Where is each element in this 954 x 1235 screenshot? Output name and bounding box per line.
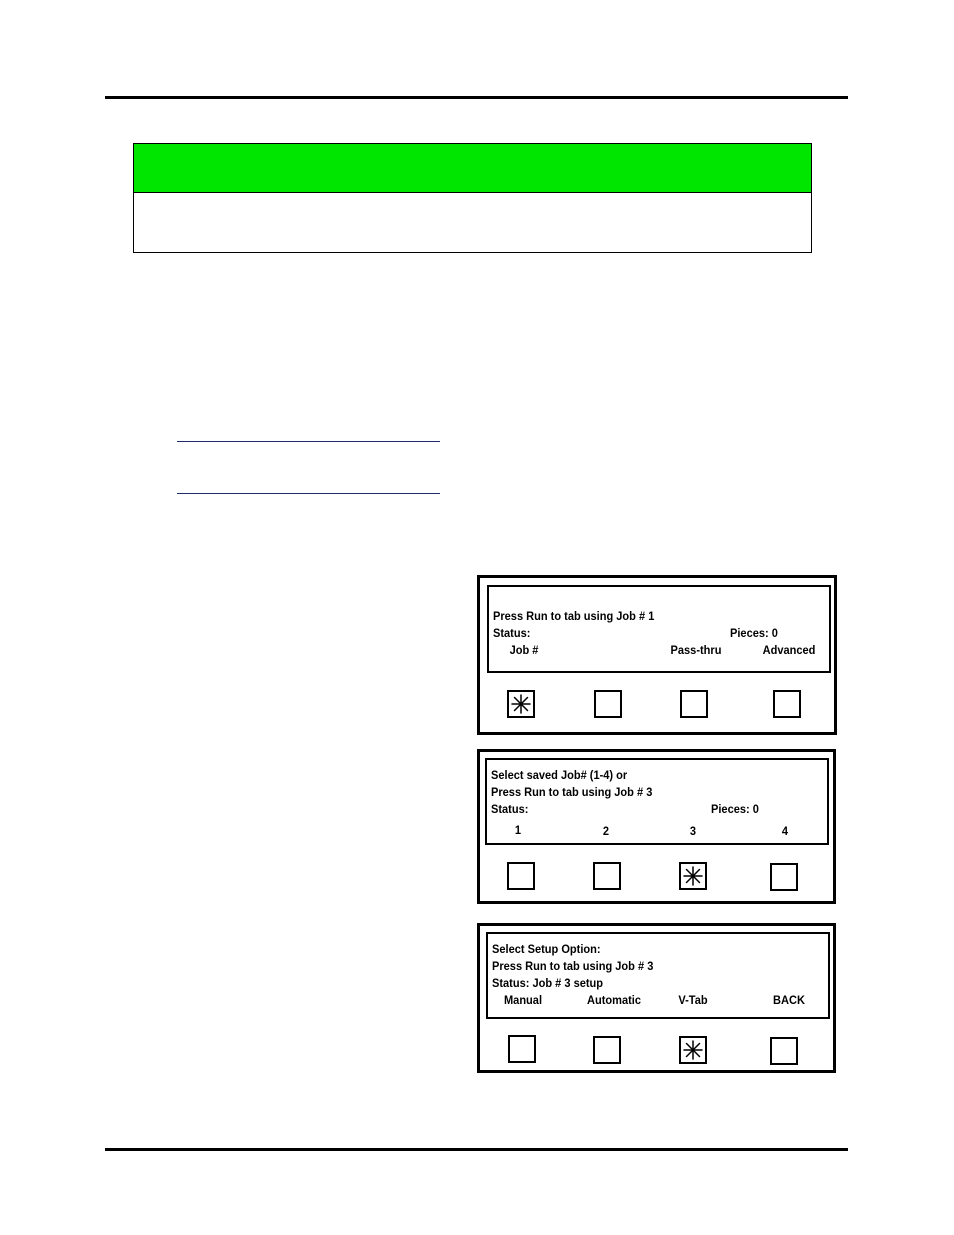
softkey-button-3[interactable] bbox=[679, 1036, 707, 1064]
screen-line-1: Select Setup Option: bbox=[492, 942, 601, 956]
footer-rule bbox=[105, 1148, 848, 1151]
control-panel-main bbox=[477, 575, 837, 735]
softkey-label-1: Manual bbox=[503, 993, 543, 1007]
pieces-count: Pieces: 0 bbox=[730, 626, 778, 640]
header-rule bbox=[105, 96, 848, 99]
softkey-label-4: BACK bbox=[773, 993, 805, 1007]
lcd-screen bbox=[485, 758, 829, 845]
pieces-count: Pieces: 0 bbox=[711, 802, 759, 816]
softkey-button-1[interactable] bbox=[508, 1035, 536, 1063]
softkey-button-4[interactable] bbox=[773, 690, 801, 718]
softkey-button-2[interactable] bbox=[593, 1036, 621, 1064]
softkey-label-2: 2 bbox=[602, 824, 610, 838]
softkey-label-4: 4 bbox=[781, 824, 789, 838]
status-label: Status: Job # 3 setup bbox=[492, 976, 604, 990]
link-underline-1[interactable] bbox=[177, 441, 440, 442]
asterisk-icon bbox=[511, 694, 531, 714]
control-panel-setup-option bbox=[477, 923, 836, 1073]
softkey-button-4[interactable] bbox=[770, 863, 798, 891]
softkey-button-2[interactable] bbox=[593, 862, 621, 890]
softkey-button-3[interactable] bbox=[679, 862, 707, 890]
status-label: Status: bbox=[491, 802, 529, 816]
screen-line-1: Select saved Job# (1-4) or bbox=[491, 768, 628, 782]
softkey-label-1: Job # bbox=[509, 643, 539, 657]
screen-line-2: Press Run to tab using Job # 3 bbox=[492, 959, 654, 973]
softkey-button-4[interactable] bbox=[770, 1037, 798, 1065]
softkey-label-3: V-Tab bbox=[678, 993, 708, 1007]
softkey-button-2[interactable] bbox=[594, 690, 622, 718]
lcd-screen bbox=[487, 585, 831, 673]
callout-box bbox=[133, 143, 812, 253]
softkey-label-3: 3 bbox=[689, 824, 697, 838]
screen-line-1: Press Run to tab using Job # 1 bbox=[493, 609, 655, 623]
softkey-button-1[interactable] bbox=[507, 862, 535, 890]
softkey-button-3[interactable] bbox=[680, 690, 708, 718]
screen-line-2: Press Run to tab using Job # 3 bbox=[491, 785, 653, 799]
callout-header-bar bbox=[134, 144, 811, 193]
link-underline-2[interactable] bbox=[177, 493, 440, 494]
control-panel-job-select bbox=[477, 749, 836, 904]
softkey-label-2: Automatic bbox=[587, 993, 641, 1007]
asterisk-icon bbox=[683, 1040, 703, 1060]
lcd-screen bbox=[486, 932, 830, 1019]
softkey-label-4: Advanced bbox=[762, 643, 816, 657]
status-label: Status: bbox=[493, 626, 531, 640]
softkey-button-1[interactable] bbox=[507, 690, 535, 718]
softkey-label-1: 1 bbox=[514, 823, 522, 837]
asterisk-icon bbox=[683, 866, 703, 886]
softkey-label-3: Pass-thru bbox=[670, 643, 722, 657]
